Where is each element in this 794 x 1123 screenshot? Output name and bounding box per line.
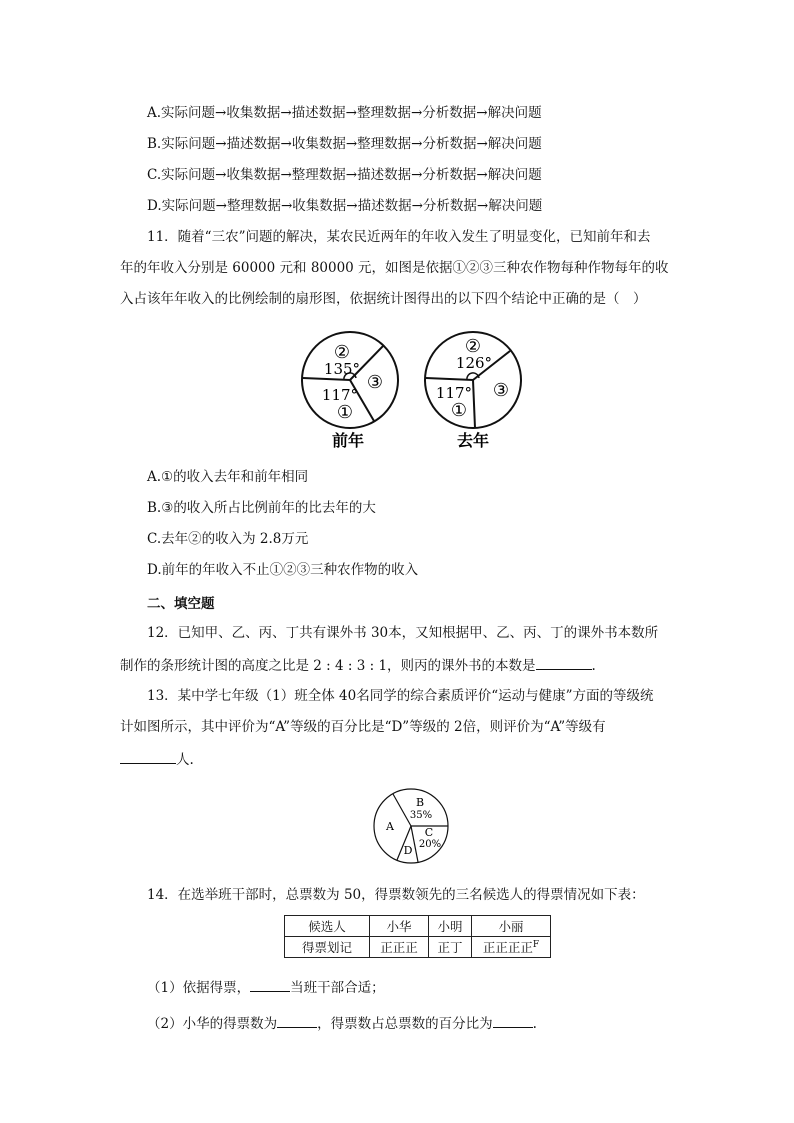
pie-last-year-slice-1-label: ① [450,400,468,421]
tally-suffix: F [532,939,540,950]
q14-sub-question-2 [147,1013,537,1033]
q14-sub-question-1 [147,977,385,997]
pie-last-year-slice-3-label: ③ [492,380,510,401]
q12-text-line-2-a: 制作的条形统计图的高度之比是 2 : 4 : 3 : 1，则丙的课外书的本数是 [120,658,536,674]
pie-last-year [425,332,521,450]
table-header-cell: 小明 [429,916,472,937]
pie-previous-year-slice-1-label: ① [336,402,354,423]
pie-last-year-caption: 去年 [456,431,490,450]
q13-slice-c-percent: 20% [418,839,442,850]
pie-last-year-divider [426,378,473,380]
q11-option-d: D.前年的年收入不止①②③三种农作物的收入 [147,562,419,578]
table-cell: 正正正 [370,937,429,958]
q11-option-c: C.去年②的收入为 2.8万元 [147,531,309,547]
q10-option-b: B.实际问题→描述数据→收集数据→整理数据→分析数据→解决问题 [147,136,542,152]
table-row [285,916,551,937]
q13-slice-d-label: D [403,844,413,857]
q13-pie-divider [393,794,411,826]
table-cell: 得票划记 [285,937,370,958]
q14-sub2-blank-1[interactable] [277,1013,317,1028]
table-cell: 正丁 [429,937,472,958]
q14-sub1-blank[interactable] [250,977,290,992]
q13-text-line-2: 计如图所示，其中评价为“A”等级的百分比是“D”等级的 2倍，则评价为“A”等级有 [120,719,606,735]
pie-previous-year [302,332,398,450]
pie-last-year-slice-1-angle: 117° [435,384,473,402]
q14-sub1-b: 当班干部合适； [290,980,385,996]
pie-previous-year-slice-3-label: ③ [366,372,384,393]
table-header-cell: 小华 [370,916,429,937]
pie-previous-year-divider [303,378,350,380]
q14-sub2-blank-2[interactable] [493,1013,533,1028]
q13-slice-a-label: A [386,820,394,833]
q14-sub1-a: （1）依据得票， [147,980,251,996]
q12-text-line-2-b: . [591,658,596,674]
q10-option-c: C.实际问题→收集数据→整理数据→描述数据→分析数据→解决问题 [147,167,542,183]
q13-text-line-1: 13．某中学七年级（1）班全体 40名同学的综合素质评价“运动与健康”方面的等级统 [147,688,654,704]
table-row [285,937,551,958]
q13-text-line-3-suffix: 人. [176,752,194,768]
q12-answer-blank[interactable] [536,655,592,670]
pie-previous-year-slice-1-angle: 117° [321,386,359,404]
q11-option-a: A.①的收入去年和前年相同 [147,469,309,485]
q11-option-b: B.③的收入所占比例前年的比去年的大 [147,500,376,516]
q10-option-d: D.实际问题→整理数据→收集数据→描述数据→分析数据→解决问题 [147,198,543,214]
q13-slice-c-label: C [424,826,434,839]
pie-last-year-divider [473,380,475,428]
tally-marks: 正正正正 [482,940,533,955]
q11-pie-charts [0,318,794,458]
pie-previous-year-slice-2-angle: 135° [323,360,361,378]
q14-stem: 14．在选举班干部时，总票数为 50，得票数领先的三名候选人的得票情况如下表： [147,887,645,903]
table-cell [472,937,551,958]
q14-sub2-b: ，得票数占总票数的百分比为 [317,1016,493,1032]
pie-previous-year-caption: 前年 [331,431,365,450]
q12-text-line-1: 12．已知甲、乙、丙、丁共有课外书 30本，又知根据甲、乙、丙、丁的课外书本数所 [147,625,659,641]
q14-vote-table [284,915,551,958]
section-heading-fill-in: 二、填空题 [147,596,215,612]
q11-stem-line-3: 入占该年年收入的比例绘制的扇形图，依据统计图得出的以下四个结论中正确的是（ ） [120,291,647,307]
q13-slice-b-label: B [415,796,425,809]
q13-answer-blank[interactable] [120,749,176,764]
q14-sub2-c: . [532,1016,537,1032]
pie-previous-year-slice-2-label: ② [333,342,351,363]
q13-slice-b-percent: 35% [409,810,433,821]
table-header-cell: 候选人 [285,916,370,937]
q11-stem-line-1: 11．随着“三农”问题的解决，某农民近两年的年收入发生了明显变化，已知前年和去 [147,229,651,245]
q13-text-line-3 [120,749,194,769]
q10-option-a: A.实际问题→收集数据→描述数据→整理数据→分析数据→解决问题 [147,105,542,121]
table-header-cell: 小丽 [472,916,551,937]
pie-last-year-slice-2-angle: 126° [455,354,493,372]
q13-pie-chart [0,784,794,874]
pie-last-year-slice-2-label: ② [464,336,482,357]
q14-sub2-a: （2）小华的得票数为 [147,1016,278,1032]
q12-text-line-2 [120,655,596,675]
q11-stem-line-2: 年的年收入分别是 60000 元和 80000 元，如图是依据①②③三种农作物每种作物每年的收 [120,260,669,276]
